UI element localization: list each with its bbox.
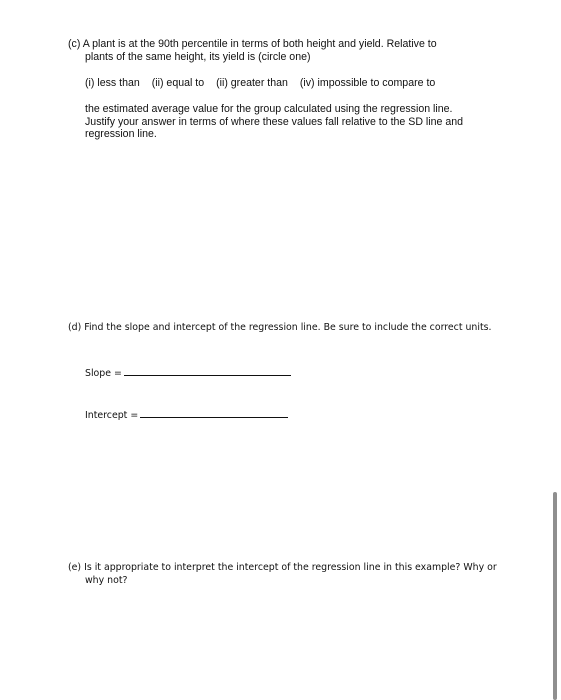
question-e-line-2: why not?	[85, 574, 128, 586]
choice-impossible-to-compare[interactable]: (iv) impossible to compare to	[299, 77, 436, 89]
intercept-label: Intercept =	[85, 410, 139, 421]
slope-label: Slope =	[85, 368, 122, 379]
question-c-line-1: (c) A plant is at the 90th percentile in terms of both height and yield. Relative to	[68, 38, 437, 50]
question-c-follow-up	[85, 103, 505, 141]
question-e-prompt	[68, 562, 508, 587]
vertical-scrollbar[interactable]	[553, 492, 557, 700]
choice-less-than[interactable]: (i) less than	[85, 77, 140, 89]
intercept-answer-blank[interactable]	[140, 408, 288, 418]
question-d-prompt: (d) Find the slope and intercept of the regression line. Be sure to include the correct units.	[68, 322, 492, 333]
question-c-line-2: plants of the same height, its yield is (circle one)	[85, 50, 311, 63]
slope-answer-blank[interactable]	[124, 366, 291, 376]
question-c-follow-line-2: Justify your answer in terms of where these values fall relative to the SD line and	[85, 115, 464, 128]
choice-equal-to[interactable]: (ii) equal to	[151, 77, 205, 89]
choice-greater-than[interactable]: (ii) greater than	[216, 77, 288, 89]
intercept-answer-row	[85, 408, 288, 423]
question-c-follow-line-3: regression line.	[85, 128, 157, 140]
question-e-line-1: (e) Is it appropriate to interpret the intercept of the regression line in this example? Why or	[68, 562, 497, 573]
question-c-choices	[85, 77, 505, 90]
slope-answer-row	[85, 366, 291, 381]
question-c-follow-line-1: the estimated average value for the group calculated using the regression line.	[85, 103, 453, 115]
question-c-prompt	[68, 38, 488, 63]
